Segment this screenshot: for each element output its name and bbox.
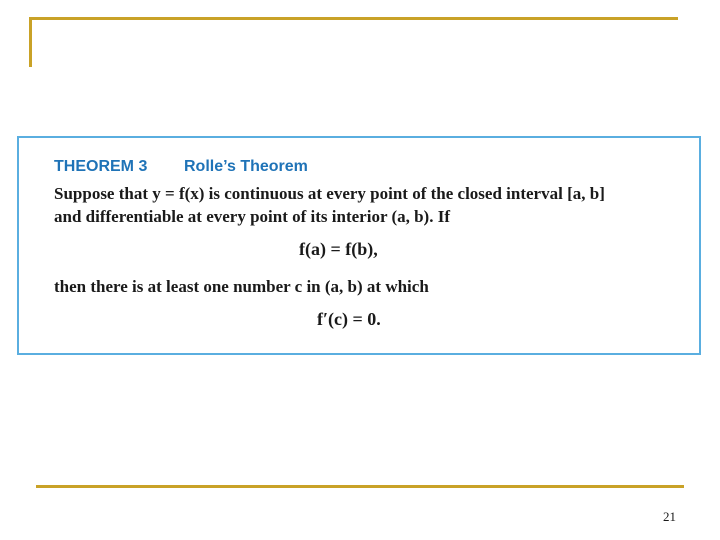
theorem-number: THEOREM 3 xyxy=(54,158,148,175)
left-decorative-rule xyxy=(29,17,32,67)
theorem-box xyxy=(17,136,701,355)
theorem-statement-line-1: Suppose that y = f(x) is continuous at every point of the closed interval [a, b] xyxy=(54,184,605,203)
top-decorative-rule xyxy=(29,17,678,20)
bottom-decorative-rule xyxy=(36,485,684,488)
theorem-header xyxy=(54,158,308,176)
page-number: 21 xyxy=(663,509,676,524)
theorem-conclusion-line: then there is at least one number c in (a, b) at which xyxy=(54,277,429,296)
equation-fa-equals-fb: f(a) = f(b), xyxy=(299,239,378,259)
theorem-name: Rolle’s Theorem xyxy=(184,158,308,175)
theorem-statement-line-2: and differentiable at every point of its interior (a, b). If xyxy=(54,207,450,226)
equation-derivative-zero: f′(c) = 0. xyxy=(317,309,381,329)
